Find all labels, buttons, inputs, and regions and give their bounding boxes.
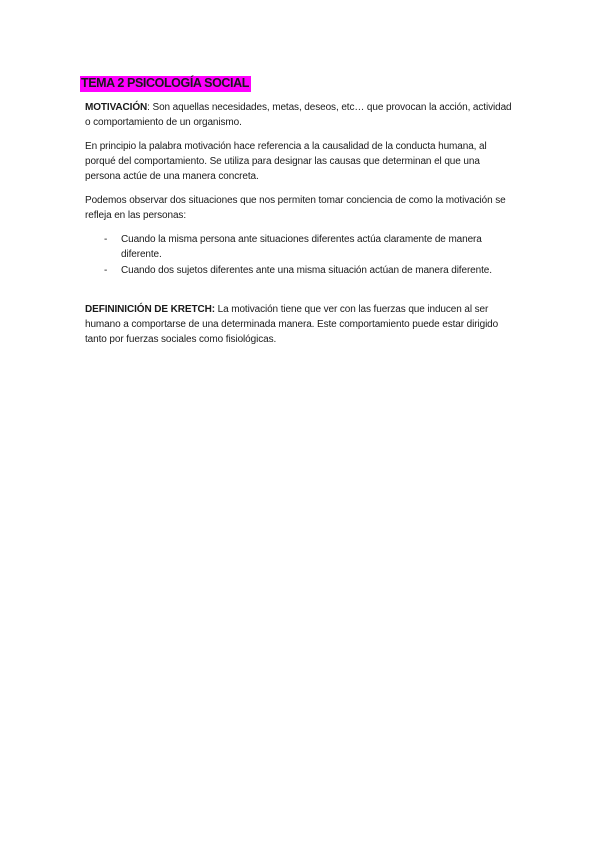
- list-item-text: Cuando dos sujetos diferentes ante una misma situación actúan de manera diferente.: [121, 265, 492, 276]
- situations-list: [85, 232, 515, 278]
- motivacion-paragraph: [85, 100, 515, 130]
- kretch-paragraph: [85, 302, 515, 347]
- observar-paragraph: Podemos observar dos situaciones que nos permiten tomar conciencia de como la motivación se refleja en las personas:: [85, 195, 506, 221]
- principio-paragraph: En principio la palabra motivación hace referencia a la causalidad de la conducta humana, al porqué del comportamiento. Se utiliza para designar las causas que determinan el que una persona actúe de una manera concreta.: [85, 141, 487, 182]
- document-body: [85, 100, 515, 356]
- list-dash: -: [104, 265, 108, 276]
- list-dash: -: [104, 234, 108, 245]
- motivacion-definition: : Son aquellas necesidades, metas, deseos, etc… que provocan la acción, actividad o comportamiento de un organismo.: [85, 102, 512, 128]
- list-item: [85, 232, 515, 262]
- list-item-text: Cuando la misma persona ante situaciones diferentes actúa claramente de manera diferente.: [121, 234, 482, 260]
- kretch-term: DEFININICIÓN DE KRETCH:: [85, 304, 215, 315]
- document-title: TEMA 2 PSICOLOGÍA SOCIAL: [81, 76, 249, 90]
- list-item: [85, 263, 515, 278]
- motivacion-term: MOTIVACIÓN: [85, 102, 148, 113]
- kretch-definition: La motivación tiene que ver con las fuerzas que inducen al ser humano a comportarse de una determinada manera. Este comportamiento puede estar dirigido tanto por fuerzas sociales como fisiológicas.: [85, 304, 499, 345]
